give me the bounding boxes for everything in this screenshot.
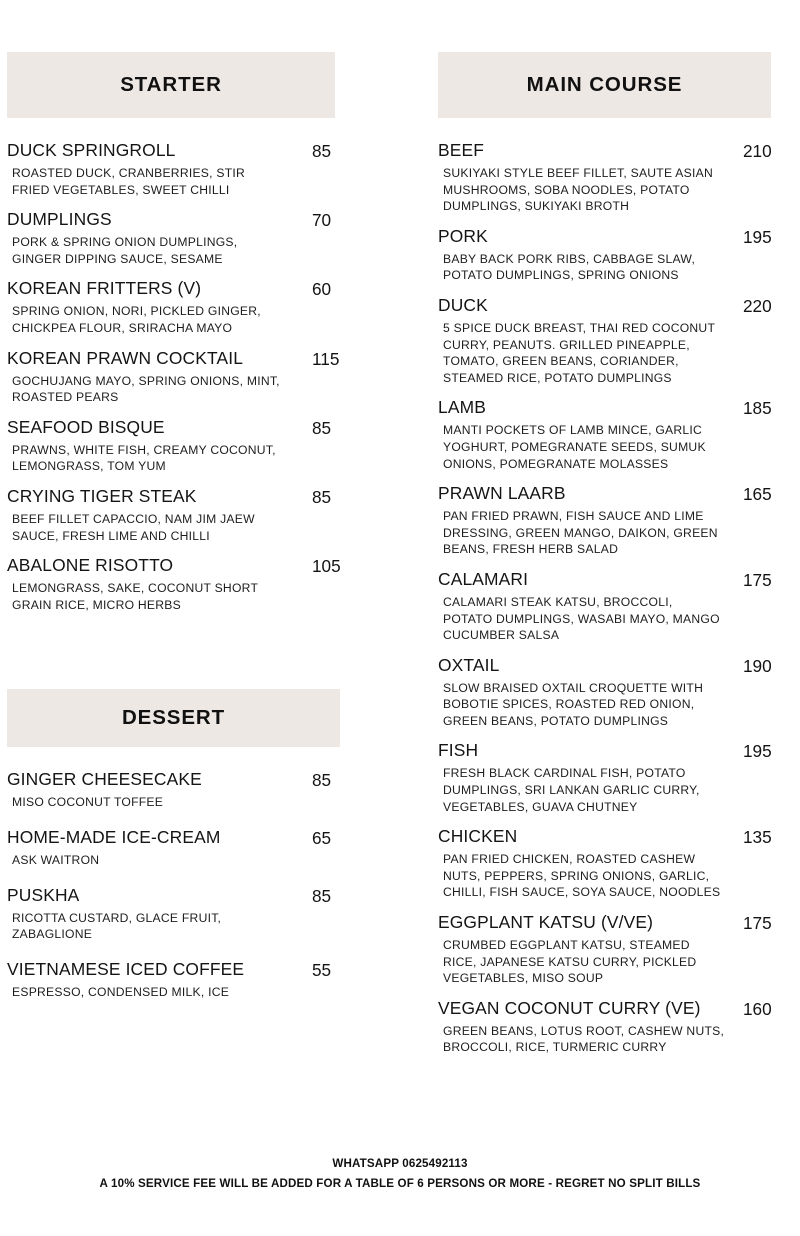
menu-item-description: LEMONGRASS, SAKE, COCONUT SHORT GRAIN RICE, MICRO HERBS bbox=[12, 581, 258, 612]
menu-item bbox=[7, 885, 342, 943]
menu-item bbox=[438, 397, 772, 472]
menu-item-head bbox=[7, 417, 342, 438]
menu-item-name: BEEF bbox=[438, 140, 485, 160]
menu-item-price: 85 bbox=[312, 141, 332, 161]
menu-item-name: CRYING TIGER STEAK bbox=[7, 485, 197, 506]
menu-item-name: VIETNAMESE ICED COFFEE bbox=[7, 958, 245, 979]
menu-item bbox=[438, 225, 772, 284]
menu-item-name: PUSKHA bbox=[7, 884, 80, 905]
menu-item bbox=[438, 740, 772, 815]
section-header-starter bbox=[7, 52, 335, 118]
menu-item-description: PRAWNS, WHITE FISH, CREAMY COCONUT, LEMONGRASS, TOM YUM bbox=[12, 442, 276, 474]
menu-item-price: 60 bbox=[312, 279, 332, 300]
menu-item-price: 105 bbox=[312, 556, 341, 577]
menu-item bbox=[7, 769, 342, 811]
menu-item bbox=[438, 294, 772, 386]
menu-item-head bbox=[438, 483, 772, 505]
menu-item-description: CALAMARI STEAK KATSU, BROCCOLI, POTATO DUMPLINGS, WASABI MAYO, MANGO CUCUMBER SALSA bbox=[443, 594, 720, 643]
menu-item-name: DUCK SPRINGROLL bbox=[7, 140, 176, 160]
menu-item bbox=[7, 417, 342, 475]
menu-item-price: 85 bbox=[312, 417, 332, 438]
menu-item-head bbox=[7, 486, 342, 507]
menu-item-price: 55 bbox=[312, 959, 332, 980]
dessert-item-list bbox=[7, 747, 342, 1000]
menu-item-price: 220 bbox=[743, 295, 772, 316]
menu-item-head bbox=[7, 348, 342, 369]
menu-item-name: OXTAIL bbox=[438, 654, 500, 675]
menu-item-description: PAN FRIED PRAWN, FISH SAUCE AND LIME DRESSING, GREEN MANGO, DAIKON, GREEN BEANS, FRESH HERB SALAD bbox=[443, 509, 718, 557]
menu-item-price: 195 bbox=[743, 226, 772, 247]
section-header-dessert bbox=[7, 689, 340, 747]
menu-item-head bbox=[438, 294, 772, 316]
menu-item-name: ABALONE RISOTTO bbox=[7, 555, 174, 576]
menu-item-description: PORK & SPRING ONION DUMPLINGS, GINGER DIPPING SAUCE, SESAME bbox=[12, 235, 238, 266]
menu-item-head bbox=[438, 740, 772, 762]
menu-item-name: HOME-MADE ICE-CREAM bbox=[7, 826, 221, 847]
section-header-main-course bbox=[438, 52, 771, 118]
menu-item-price: 175 bbox=[743, 569, 772, 590]
footer-whatsapp-line: WHATSAPP 0625492113 bbox=[332, 1157, 468, 1170]
menu-item bbox=[7, 140, 342, 198]
menu-item-price: 70 bbox=[312, 210, 332, 231]
menu-item bbox=[7, 486, 342, 544]
menu-item bbox=[438, 568, 772, 644]
menu-item-description: SPRING ONION, NORI, PICKLED GINGER, CHICKPEA FLOUR, SRIRACHA MAYO bbox=[12, 304, 261, 335]
menu-item-description: 5 SPICE DUCK BREAST, THAI RED COCONUT CURRY, PEANUTS. GRILLED PINEAPPLE, TOMATO, GREEN BEANS, CORIANDER, STEAMED RICE, POTATO DUMPLINGS bbox=[443, 320, 715, 385]
menu-item bbox=[438, 912, 772, 987]
menu-item-description: SLOW BRAISED OXTAIL CROQUETTE WITH BOBOTIE SPICES, ROASTED RED ONION, GREEN BEANS, POTATO DUMPLINGS bbox=[443, 680, 704, 728]
menu-item-head bbox=[438, 997, 772, 1019]
menu-item-price: 85 bbox=[312, 885, 332, 906]
menu-item-name: SEAFOOD BISQUE bbox=[7, 416, 165, 437]
dessert-block bbox=[7, 689, 342, 1000]
menu-item bbox=[7, 278, 342, 336]
menu-item bbox=[7, 348, 342, 406]
footer-service-fee-line: A 10% SERVICE FEE WILL BE ADDED FOR A TABLE OF 6 PERSONS OR MORE - REGRET NO SPLIT BILLS bbox=[99, 1177, 701, 1190]
main-course-item-list bbox=[438, 118, 772, 1056]
menu-item bbox=[438, 654, 772, 730]
menu-item-price: 210 bbox=[743, 141, 772, 161]
menu-item-head bbox=[7, 827, 342, 848]
menu-item-name: EGGPLANT KATSU (V/VE) bbox=[438, 912, 654, 933]
menu-item-head bbox=[438, 912, 772, 934]
menu-item bbox=[7, 555, 342, 613]
menu-item-head bbox=[438, 225, 772, 247]
menu-item-description: BABY BACK PORK RIBS, CABBAGE SLAW, POTATO DUMPLINGS, SPRING ONIONS bbox=[443, 251, 696, 283]
menu-item-name: PRAWN LAARB bbox=[438, 483, 566, 504]
menu-item-description: PAN FRIED CHICKEN, ROASTED CASHEW NUTS, PEPPERS, SPRING ONIONS, GARLIC, CHILLI, FISH SAUCE, SOYA SAUCE, NOODLES bbox=[443, 852, 721, 900]
menu-item bbox=[7, 827, 342, 869]
menu-item bbox=[438, 140, 772, 215]
menu-item-description: GREEN BEANS, LOTUS ROOT, CASHEW NUTS, BROCCOLI, RICE, TURMERIC CURRY bbox=[443, 1023, 725, 1055]
menu-item-head bbox=[7, 959, 342, 980]
menu-item-description: MISO COCONUT TOFFEE bbox=[12, 795, 164, 810]
menu-item bbox=[438, 483, 772, 558]
menu-item-description: BEEF FILLET CAPACCIO, NAM JIM JAEW SAUCE, FRESH LIME AND CHILLI bbox=[12, 511, 255, 543]
menu-item-name: PORK bbox=[438, 225, 488, 246]
menu-item-price: 85 bbox=[312, 770, 332, 791]
menu-item bbox=[7, 959, 342, 1001]
menu-item-name: VEGAN COCONUT CURRY (VE) bbox=[438, 997, 701, 1018]
menu-item-head bbox=[438, 568, 772, 590]
menu-item-name: CALAMARI bbox=[438, 568, 529, 589]
menu-item-price: 135 bbox=[743, 827, 772, 848]
menu-item-price: 175 bbox=[743, 913, 772, 934]
menu-item-description: SUKIYAKI STYLE BEEF FILLET, SAUTE ASIAN MUSHROOMS, SOBA NOODLES, POTATO DUMPLINGS, SUKIYAKI BROTH bbox=[443, 166, 713, 214]
section-title-main-course: MAIN COURSE bbox=[526, 73, 683, 96]
menu-item-name: LAMB bbox=[438, 397, 486, 418]
menu-item-head bbox=[438, 397, 772, 419]
right-column bbox=[420, 52, 800, 1067]
menu-item-name: DUMPLINGS bbox=[7, 209, 112, 230]
menu-item-name: GINGER CHEESECAKE bbox=[7, 769, 202, 790]
menu-item-head bbox=[7, 555, 342, 576]
menu-item-head bbox=[7, 140, 342, 161]
menu-item-description: ESPRESSO, CONDENSED MILK, ICE bbox=[12, 984, 230, 999]
menu-item-head bbox=[7, 278, 342, 299]
starter-item-list bbox=[7, 118, 342, 613]
menu-item-description: GOCHUJANG MAYO, SPRING ONIONS, MINT, ROASTED PEARS bbox=[12, 373, 280, 405]
left-column bbox=[0, 52, 420, 1016]
menu-item-description: RICOTTA CUSTARD, GLACE FRUIT, ZABAGLIONE bbox=[12, 910, 222, 942]
menu-item-price: 115 bbox=[312, 348, 340, 369]
menu-item-head bbox=[438, 654, 772, 676]
menu-item-price: 165 bbox=[743, 484, 772, 505]
menu-item-head bbox=[7, 885, 342, 906]
menu-item-name: KOREAN FRITTERS (V) bbox=[7, 278, 202, 299]
menu-item-description: ASK WAITRON bbox=[12, 852, 100, 867]
menu-item-price: 185 bbox=[743, 398, 772, 419]
menu-item-description: MANTI POCKETS OF LAMB MINCE, GARLIC YOGHURT, POMEGRANATE SEEDS, SUMUK ONIONS, POMEGRANATE MOLASSES bbox=[443, 423, 706, 471]
menu-item-head bbox=[438, 826, 772, 848]
menu-item-price: 160 bbox=[743, 998, 772, 1019]
menu-item-name: KOREAN PRAWN COCKTAIL bbox=[7, 347, 244, 368]
footer bbox=[0, 1154, 800, 1194]
menu-item-name: CHICKEN bbox=[438, 826, 518, 847]
section-title-dessert: DESSERT bbox=[121, 706, 226, 730]
menu-item-name: FISH bbox=[438, 740, 479, 761]
menu-item-description: CRUMBED EGGPLANT KATSU, STEAMED RICE, JAPANESE KATSU CURRY, PICKLED VEGETABLES, MISO SOUP bbox=[443, 938, 697, 986]
menu-item-name: DUCK bbox=[438, 294, 488, 315]
menu-item-head bbox=[7, 209, 342, 230]
menu-item-price: 65 bbox=[312, 827, 332, 848]
menu-item-price: 195 bbox=[743, 741, 772, 762]
section-title-starter: STARTER bbox=[120, 73, 222, 96]
menu-item-price: 85 bbox=[312, 486, 332, 507]
menu-item-price: 190 bbox=[743, 655, 772, 676]
menu-item bbox=[438, 826, 772, 901]
menu-item-head bbox=[438, 140, 772, 161]
menu-item-head bbox=[7, 769, 342, 790]
menu-item bbox=[438, 997, 772, 1056]
menu-item-description: FRESH BLACK CARDINAL FISH, POTATO DUMPLINGS, SRI LANKAN GARLIC CURRY, VEGETABLES, GUAVA CHUTNEY bbox=[443, 766, 700, 814]
menu-item bbox=[7, 209, 342, 267]
menu-item-description: ROASTED DUCK, CRANBERRIES, STIR FRIED VEGETABLES, SWEET CHILLI bbox=[12, 166, 246, 197]
